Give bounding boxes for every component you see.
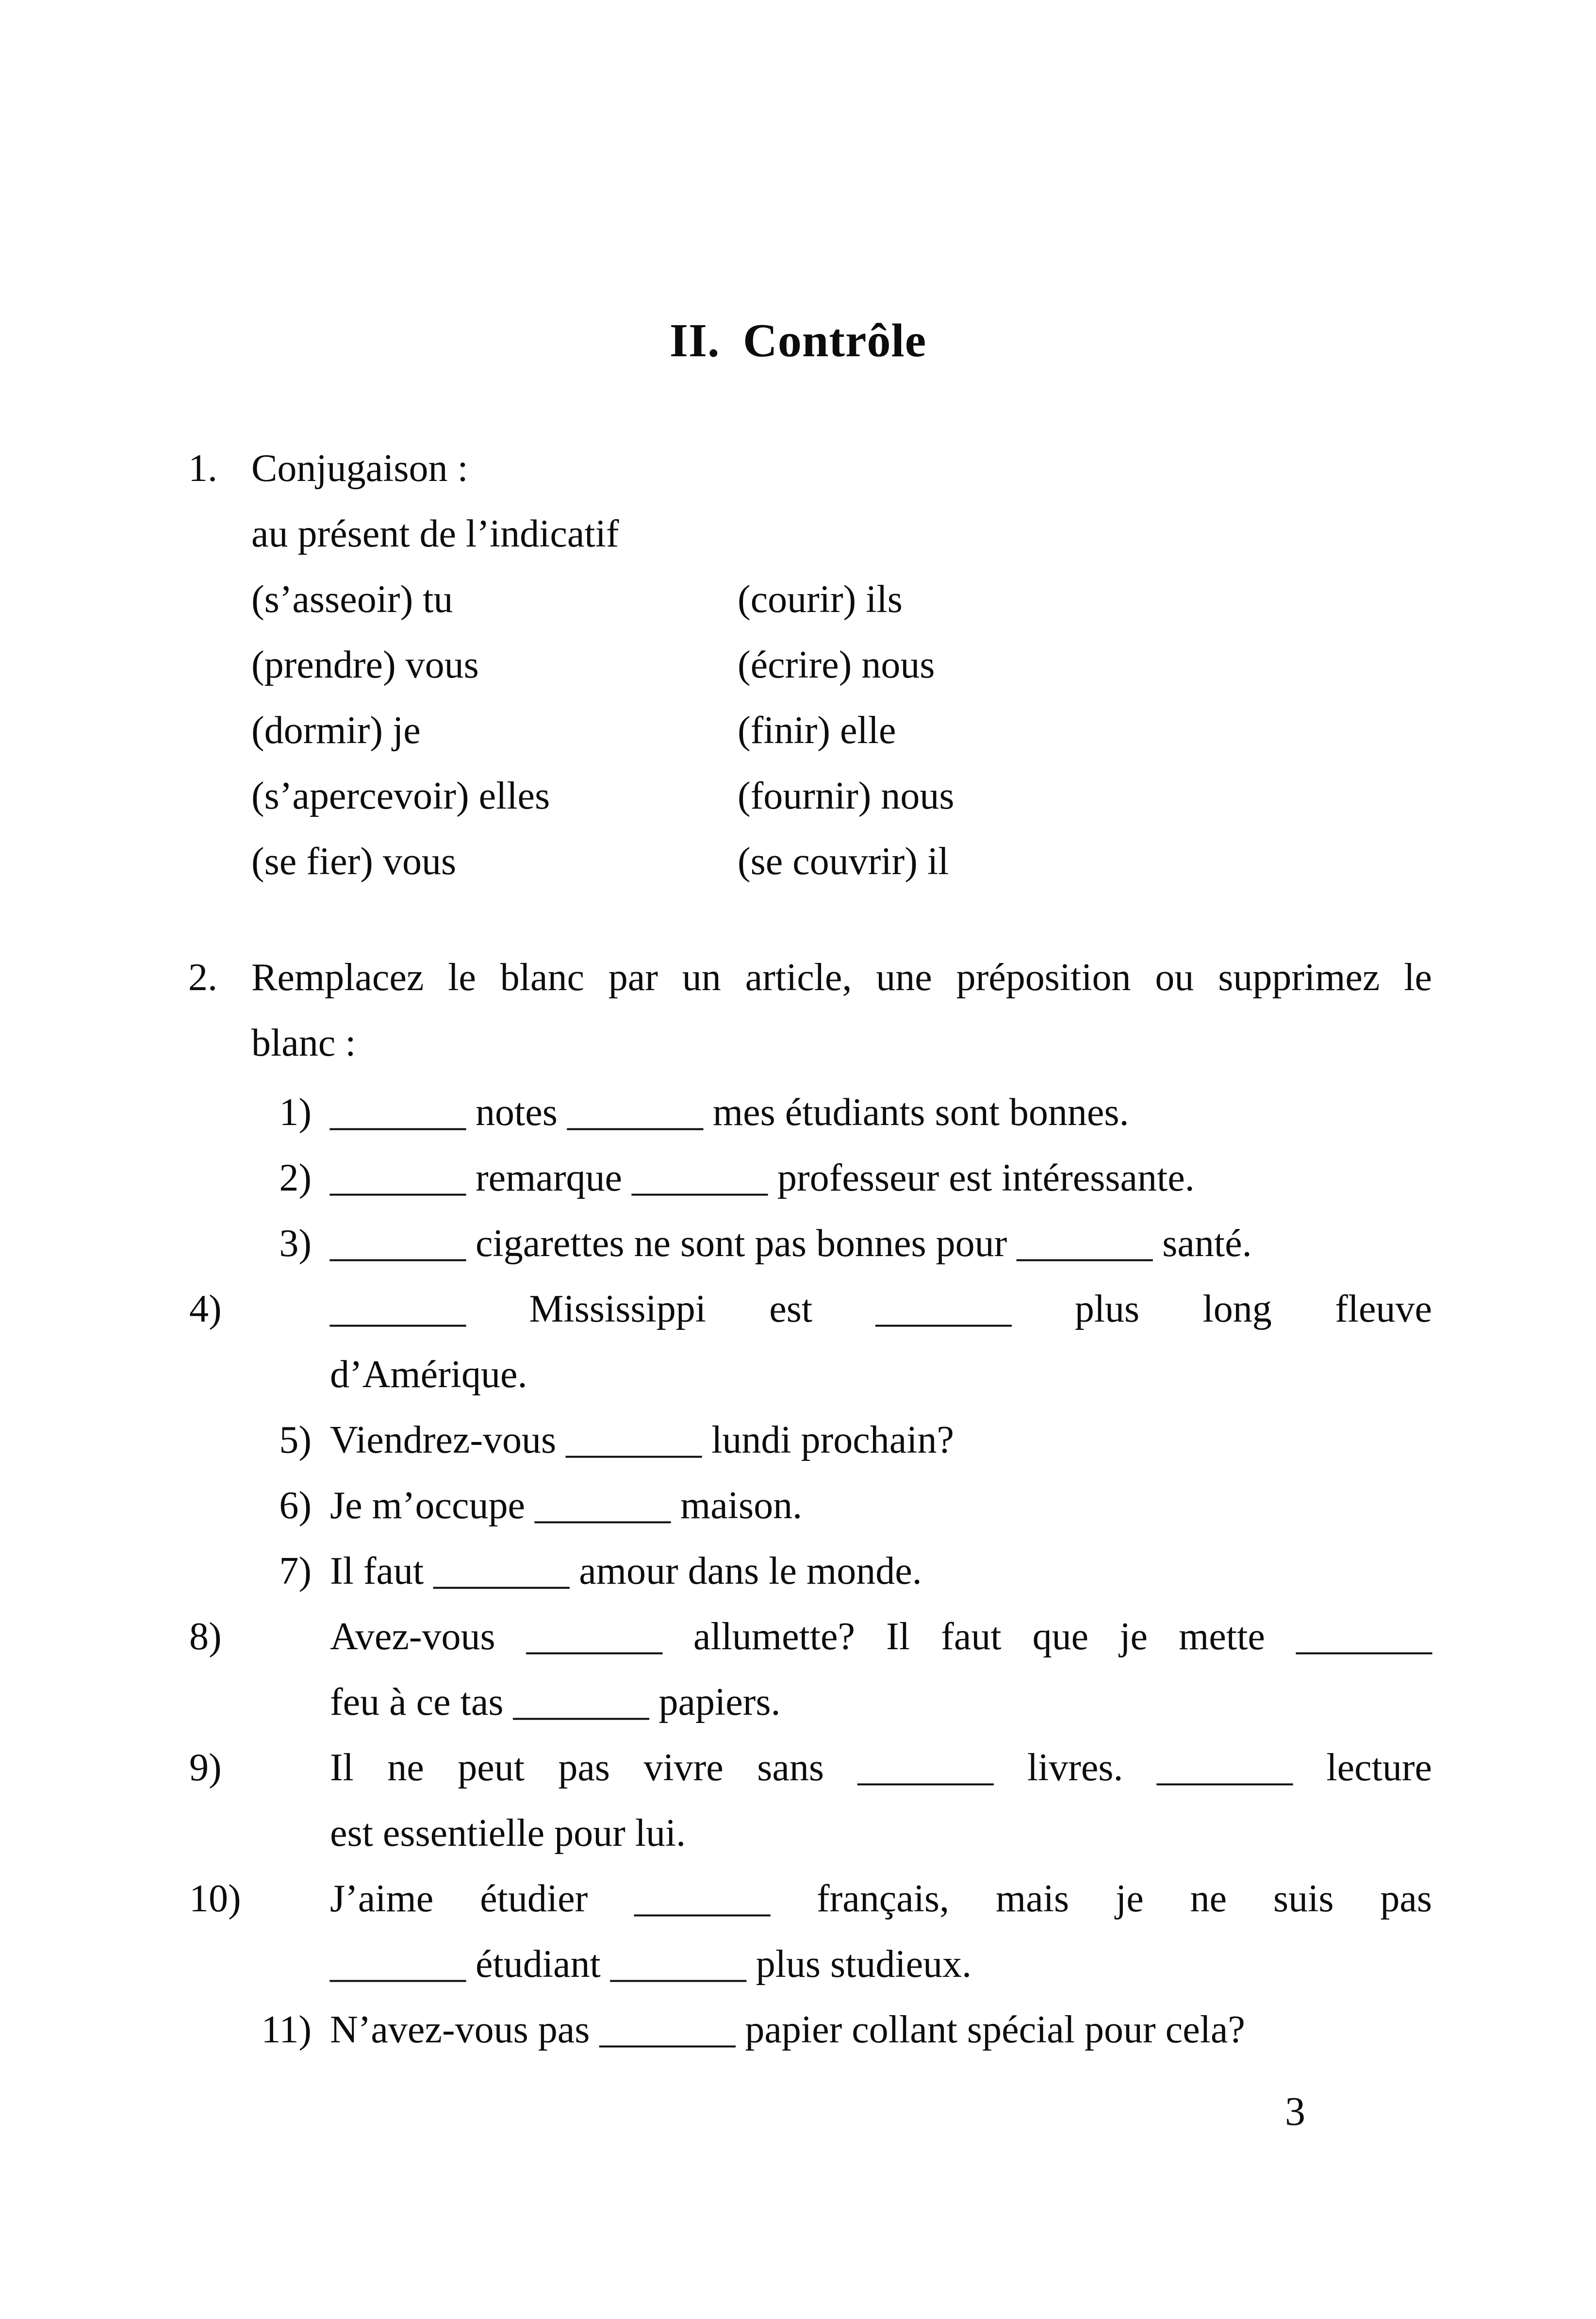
item-continuation-line: d’Amérique.	[330, 1353, 527, 1396]
exercise-item-10	[0, 1866, 1596, 1997]
page-number: 3	[1285, 2089, 1305, 2134]
section-conjugaison	[0, 436, 1596, 894]
item-number: 7)	[279, 1550, 312, 1592]
item-number: 5)	[279, 1419, 312, 1461]
item-number: 4)	[189, 1288, 222, 1330]
conjugation-right: (fournir) nous	[738, 775, 954, 817]
item-text: J’aime étudier _______ français, mais je ne suis pas	[330, 1877, 1432, 1920]
item-line	[0, 1539, 1596, 1604]
conjugation-left: (dormir) je	[251, 709, 421, 752]
exercise-item-8	[0, 1604, 1596, 1735]
item-text: Il ne peut pas vivre sans _______ livres. _______ lecture	[330, 1746, 1432, 1789]
item-line	[0, 1604, 1596, 1670]
conjugation-left: (s’asseoir) tu	[251, 578, 453, 621]
exercise-item-9	[0, 1735, 1596, 1866]
item-line	[0, 1735, 1596, 1801]
item-continuation-line: _______ étudiant _______ plus studieux.	[330, 1943, 972, 1986]
conjugation-right: (écrire) nous	[738, 644, 935, 686]
conjugation-row	[0, 567, 1596, 632]
item-number: 11)	[261, 2008, 312, 2051]
conjugation-left: (se fier) vous	[251, 840, 457, 883]
section1-heading: Conjugaison :	[251, 447, 468, 490]
exercise-item-4	[0, 1276, 1596, 1408]
item-continuation-line: feu à ce tas _______ papiers.	[330, 1681, 781, 1723]
conjugation-row	[0, 698, 1596, 763]
conjugation-right: (finir) elle	[738, 709, 896, 752]
item-text: _______ notes _______ mes étudiants sont bonnes.	[330, 1091, 1129, 1134]
conjugation-left: (s’apercevoir) elles	[251, 775, 550, 817]
item-number: 6)	[279, 1484, 312, 1527]
conjugation-row	[0, 763, 1596, 829]
section2-heading-line	[0, 945, 1596, 1010]
conjugation-right: (courir) ils	[738, 578, 903, 621]
item-line	[0, 1473, 1596, 1539]
item-text: _______ cigarettes ne sont pas bonnes pour _______ santé.	[330, 1222, 1252, 1265]
exercise-item-2	[0, 1145, 1596, 1211]
item-number: 2)	[279, 1157, 312, 1199]
exercise-item-11	[0, 1997, 1596, 2063]
section2-number: 2.	[188, 956, 217, 999]
section2-heading-continuation: blanc :	[251, 1022, 356, 1064]
section2-heading: Remplacez le blanc par un article, une préposition ou supprimez le	[251, 956, 1432, 999]
item-line	[0, 1408, 1596, 1473]
item-text: Il faut _______ amour dans le monde.	[330, 1550, 922, 1592]
section1-heading-line	[0, 436, 1596, 501]
exercise-item-5	[0, 1408, 1596, 1473]
exercise-item-3	[0, 1211, 1596, 1276]
item-text: Avez-vous _______ allumette? Il faut que je mette _______	[330, 1615, 1432, 1658]
exercise-item-1	[0, 1080, 1596, 1145]
exercise-item-6	[0, 1473, 1596, 1539]
page-title: II. Contrôle	[669, 315, 927, 367]
item-text: _______ Mississippi est _______ plus long fleuve	[330, 1288, 1432, 1330]
item-number: 10)	[189, 1877, 241, 1920]
item-number: 1)	[279, 1091, 312, 1134]
item-text: Viendrez-vous _______ lundi prochain?	[330, 1419, 954, 1461]
item-line	[0, 1211, 1596, 1276]
exercise-item-7	[0, 1539, 1596, 1604]
conjugation-row	[0, 632, 1596, 698]
section1-number: 1.	[188, 447, 217, 490]
item-line	[0, 1276, 1596, 1342]
item-number: 8)	[189, 1615, 222, 1658]
exercise-items	[0, 1080, 1596, 2063]
item-line	[0, 1866, 1596, 1932]
conjugation-left: (prendre) vous	[251, 644, 479, 686]
conjugation-row	[0, 829, 1596, 894]
item-continuation-line: est essentielle pour lui.	[330, 1812, 686, 1855]
item-text: Je m’occupe _______ maison.	[330, 1484, 803, 1527]
section1-intro: au présent de l’indicatif	[251, 513, 619, 555]
item-text: _______ remarque _______ professeur est intéressante.	[330, 1157, 1195, 1199]
item-number: 9)	[189, 1746, 222, 1789]
item-number: 3)	[279, 1222, 312, 1265]
item-line	[0, 1997, 1596, 2063]
item-text: N’avez-vous pas _______ papier collant spécial pour cela?	[330, 2008, 1245, 2051]
section-remplacez	[0, 945, 1596, 2063]
item-line	[0, 1080, 1596, 1145]
conjugation-right: (se couvrir) il	[738, 840, 949, 883]
item-line	[0, 1145, 1596, 1211]
